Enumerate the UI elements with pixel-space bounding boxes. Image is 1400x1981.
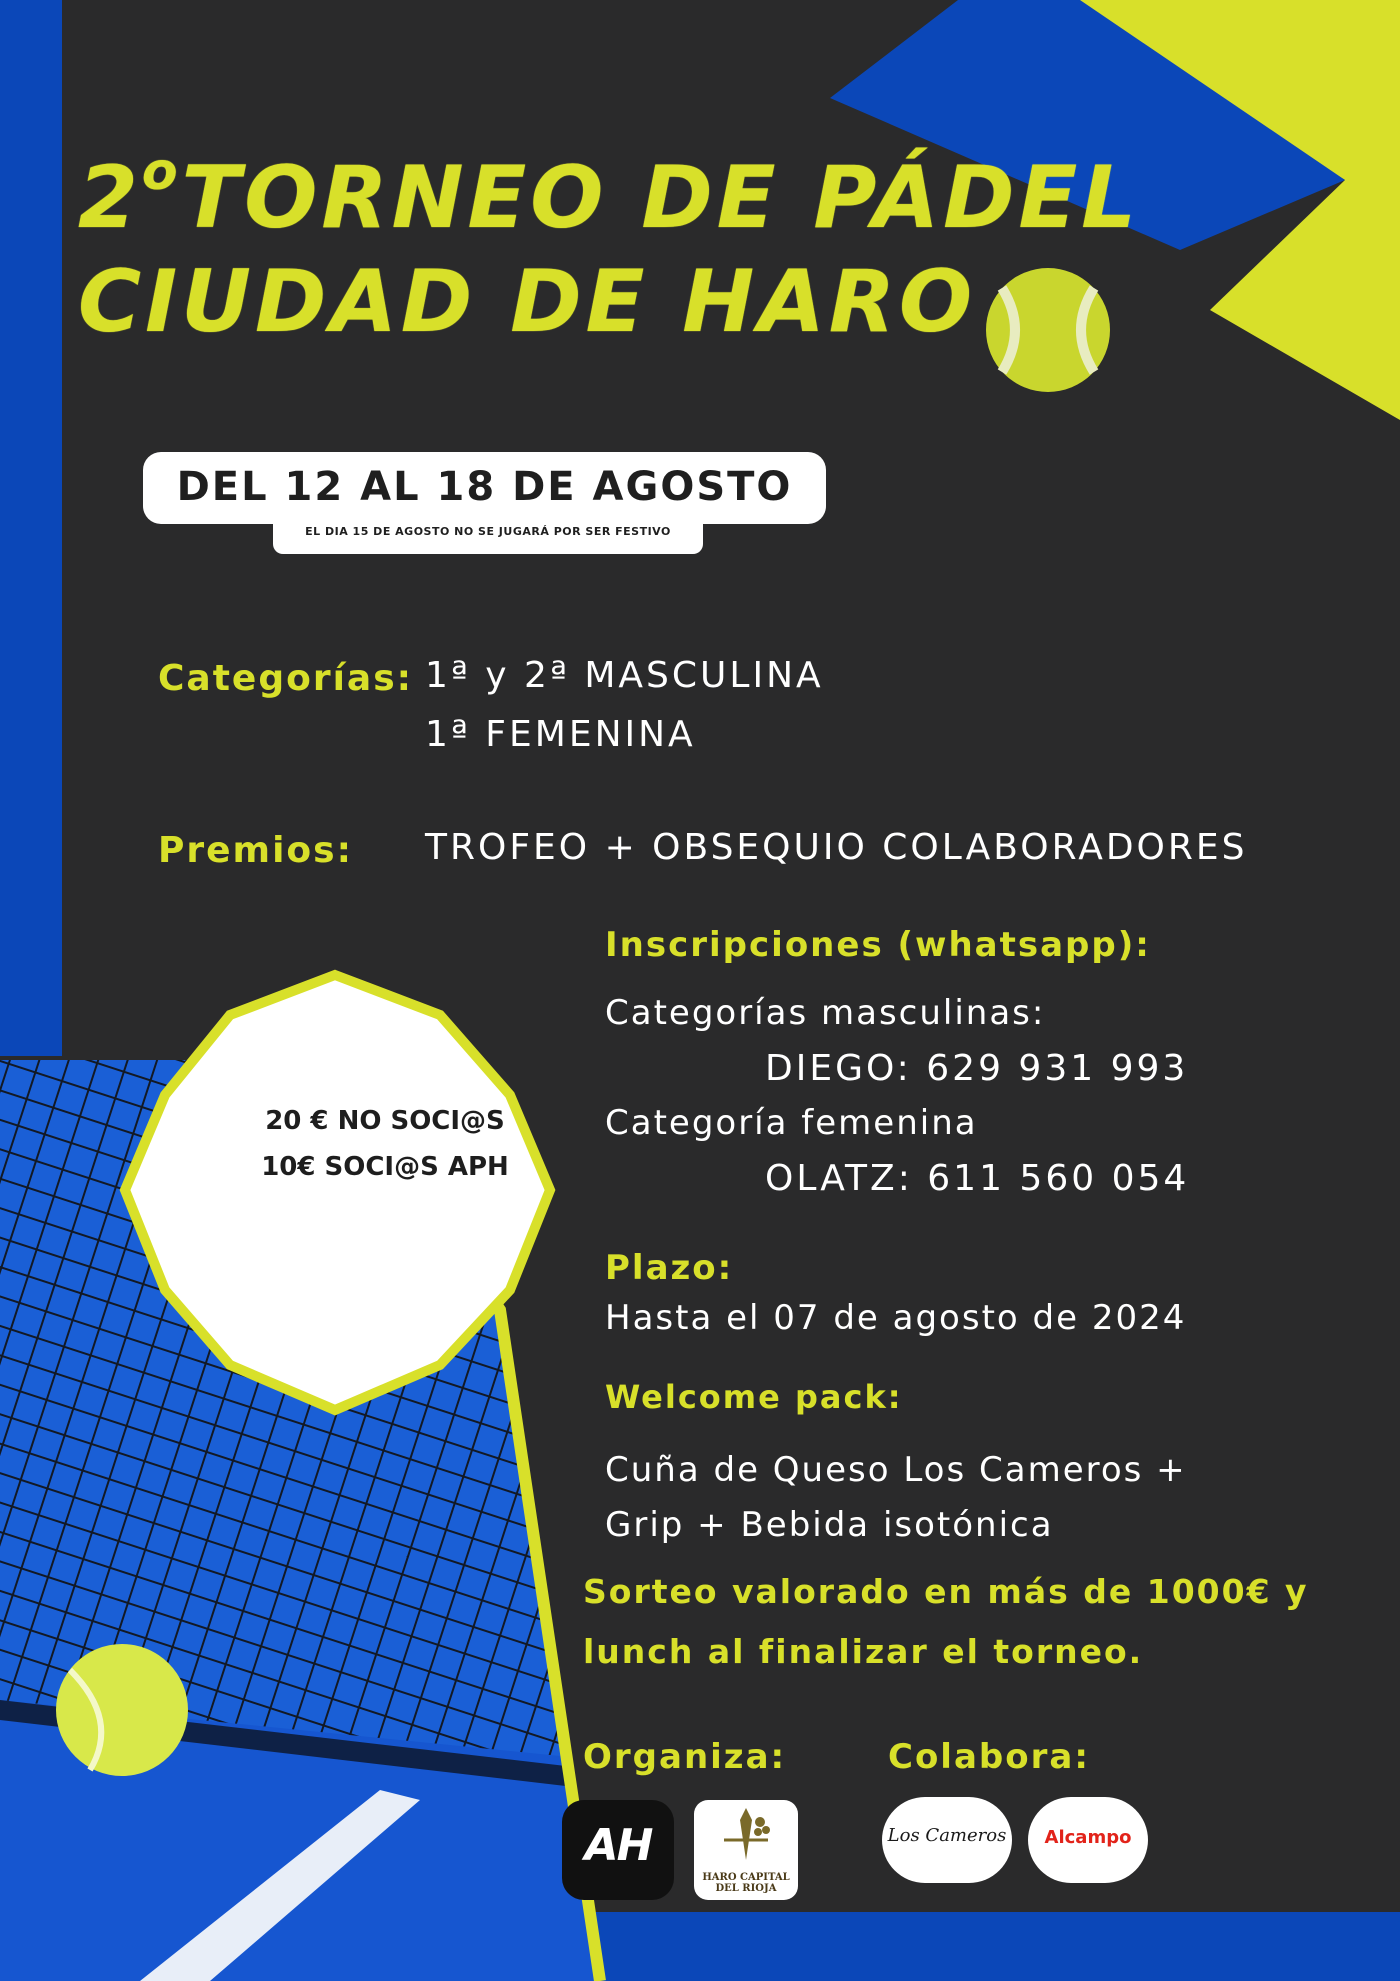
welcome-pack-title: Welcome pack: <box>605 1378 903 1416</box>
registration-male-label: Categorías masculinas: <box>605 993 1046 1033</box>
price-members: 10€ SOCI@S APH <box>261 1152 509 1182</box>
registration-female-contact: OLATZ: 611 560 054 <box>765 1158 1190 1199</box>
registration-male-contact: DIEGO: 629 931 993 <box>765 1048 1189 1089</box>
category-female: 1ª FEMENINA <box>425 714 696 755</box>
left-blue-stripe <box>0 0 62 1058</box>
registration-female-label: Categoría femenina <box>605 1103 978 1143</box>
photo-tennis-ball <box>56 1644 188 1776</box>
category-male: 1ª y 2ª MASCULINA <box>425 655 824 696</box>
date-range: DEL 12 AL 18 DE AGOSTO <box>176 464 793 510</box>
deadline-text: Hasta el 07 de agosto de 2024 <box>605 1298 1187 1338</box>
raffle-line-2: lunch al finalizar el torneo. <box>583 1632 1144 1671</box>
welcome-pack-line-1: Cuña de Queso Los Cameros + <box>605 1450 1187 1490</box>
deadline-title: Plazo: <box>605 1248 734 1288</box>
price-badge <box>205 1098 565 1190</box>
haro-capital-logo: HARO CAPITAL DEL RIOJA <box>694 1800 798 1900</box>
alcampo-logo: Alcampo <box>1028 1797 1148 1883</box>
prizes-text: TROFEO + OBSEQUIO COLABORADORES <box>425 827 1248 868</box>
date-note-banner <box>273 519 703 554</box>
aph-logo: AH <box>562 1800 674 1900</box>
price-non-members: 20 € NO SOCI@S <box>265 1106 505 1136</box>
date-note: EL DIA 15 DE AGOSTO NO SE JUGARÁ POR SER FESTIVO <box>305 525 671 538</box>
title-line-2: CIUDAD DE HARO <box>78 252 977 352</box>
collaborators-title: Colabora: <box>888 1737 1090 1777</box>
grape-leaf-icon <box>694 1800 798 1870</box>
prizes-label: Premios: <box>158 830 353 871</box>
organizers-title: Organiza: <box>583 1737 787 1777</box>
bottom-blue-strip <box>560 1912 1400 1981</box>
los-cameros-logo: Los Cameros <box>882 1797 1012 1883</box>
raffle-line-1: Sorteo valorado en más de 1000€ y <box>583 1572 1309 1611</box>
tennis-ball-icon <box>986 268 1110 392</box>
date-banner <box>143 452 826 524</box>
welcome-pack-line-2: Grip + Bebida isotónica <box>605 1505 1054 1545</box>
title-line-1: 2$^o$TORNEO DE PÁDEL <box>78 142 1141 248</box>
categories-label: Categorías: <box>158 658 414 699</box>
registration-title: Inscripciones (whatsapp): <box>605 925 1151 965</box>
